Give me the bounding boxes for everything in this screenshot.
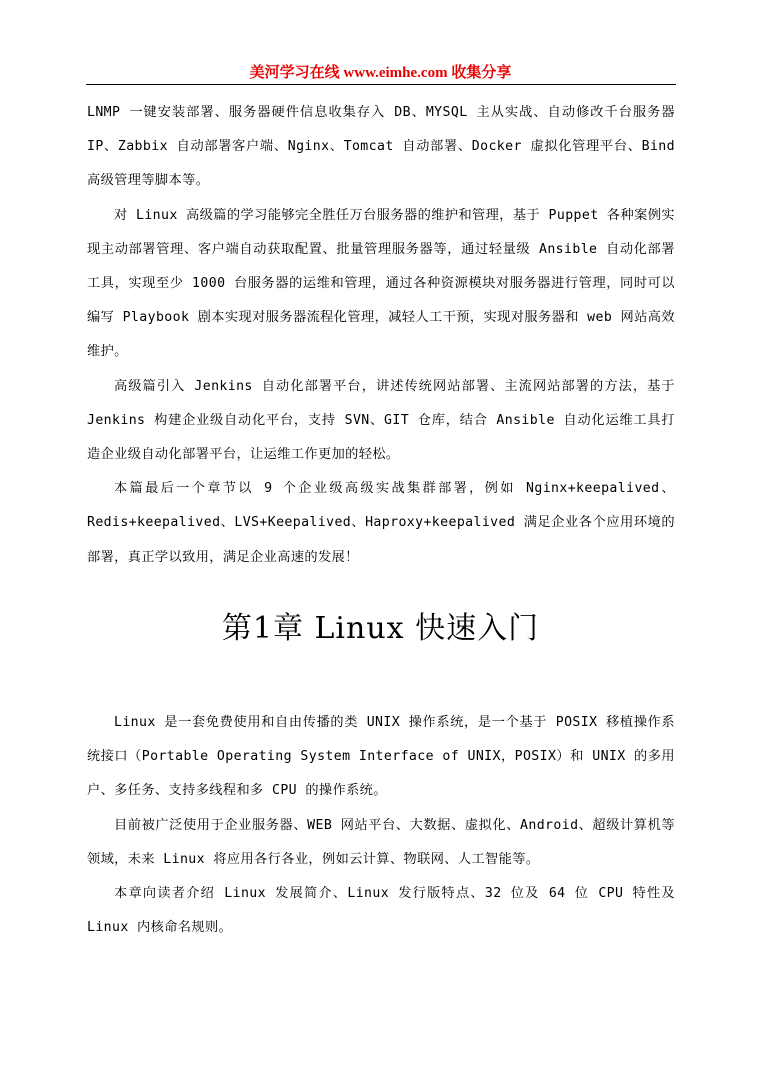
chapter-paragraph: 本章向读者介绍 Linux 发展简介、Linux 发行版特点、32 位及 64 位 CPU 特性及 Linux 内核命名规则。 (87, 886, 675, 936)
chapter-title: 第1章 Linux 快速入门 (221, 611, 540, 646)
chapter-body (87, 706, 675, 945)
intro-paragraph: 本篇最后一个章节以 9 个企业级高级实战集群部署，例如 Nginx+keepalived、Redis+keepalived、LVS+Keepalived、Haproxy+keepalived 满足企业各个应用环境的部署，真正学以致用，满足企业高速的发展！ (87, 481, 675, 565)
chapter-paragraph: Linux 是一套免费使用和自由传播的类 UNIX 操作系统，是一个基于 POSIX 移植操作系统接口（Portable Operating System Interface of UNIX，POSIX）和 UNIX 的多用户、多任务、支持多线程和多 CPU 的操作系统。 (87, 715, 675, 799)
page-header: 美河学习在线 www.eimhe.com 收集分享 (249, 65, 512, 81)
intro-paragraph: LNMP 一键安装部署、服务器硬件信息收集存入 DB、MYSQL 主从实战、自动修改千台服务器 IP、Zabbix 自动部署客户端、Nginx、Tomcat 自动部署、Docker 虚拟化管理平台、Bind 高级管理等脚本等。 (87, 105, 675, 189)
header-divider (86, 84, 676, 85)
chapter-paragraph: 目前被广泛使用于企业服务器、WEB 网站平台、大数据、虚拟化、Android、超级计算机等领域，未来 Linux 将应用各行各业，例如云计算、物联网、人工智能等。 (87, 817, 675, 867)
intro-paragraph: 高级篇引入 Jenkins 自动化部署平台，讲述传统网站部署、主流网站部署的方法，基于 Jenkins 构建企业级自动化平台，支持 SVN、GIT 仓库，结合 Ansible 自动化运维工具打造企业级自动化部署平台，让运维工作更加的轻松。 (87, 378, 675, 463)
intro-section (87, 96, 675, 575)
intro-paragraph: 对 Linux 高级篇的学习能够完全胜任万台服务器的维护和管理，基于 Puppet 各种案例实现主动部署管理、客户端自动获取配置、批量管理服务器等，通过轻量级 Ansible 自动化部署工具，实现至少 1000 台服务器的运维和管理，通过各种资源模块对服务器进行管理，同时可以编写 Playbook 剧本实现对服务器流程化管理，减轻人工干预，实现对服务器和 web 网站高效维护。 (87, 207, 675, 360)
